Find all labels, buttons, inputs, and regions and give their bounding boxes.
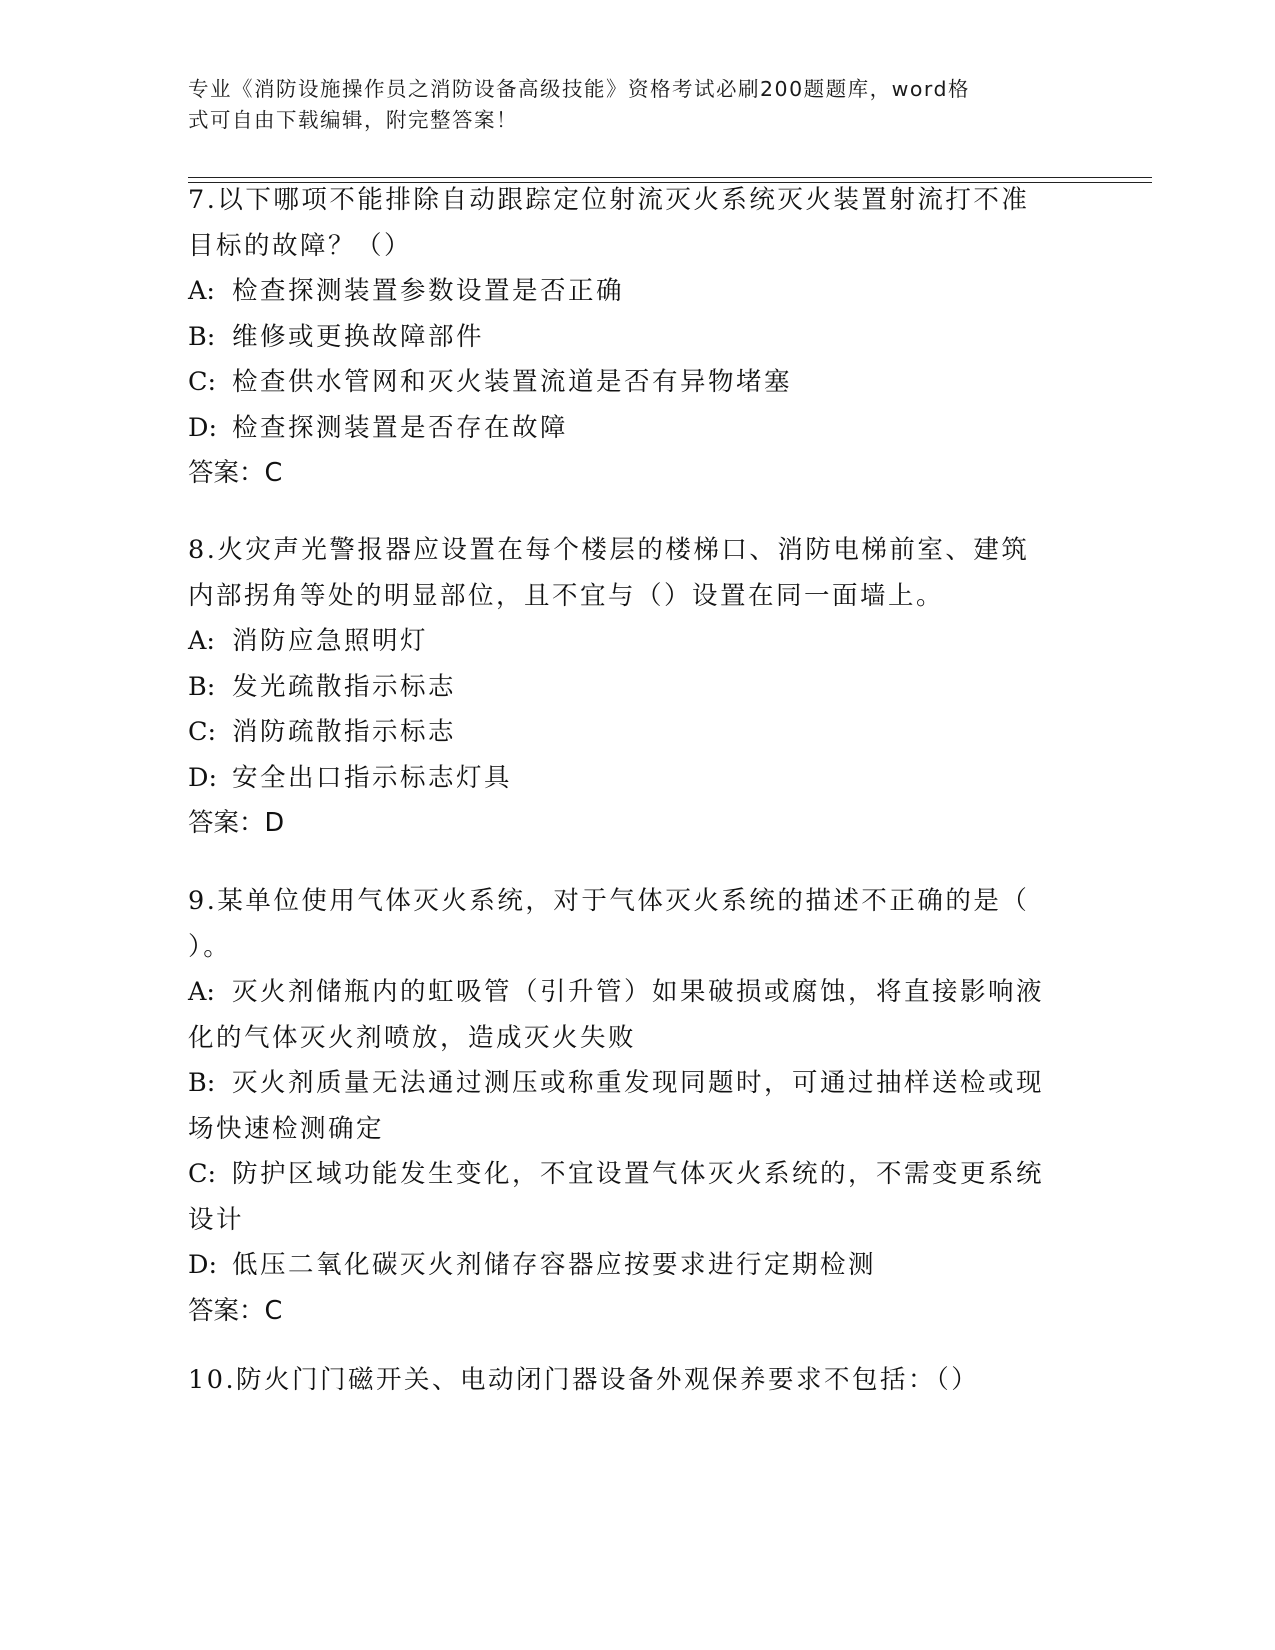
option-d — [188, 756, 1088, 802]
question-text-line: 10.防火门门磁开关、电动闭门器设备外观保养要求不包括：（） — [188, 1365, 980, 1395]
option-text: 消防疏散指示标志 — [232, 717, 457, 747]
option-text: 灭火剂质量无法通过测压或称重发现同题时，可通过抽样送检或现 — [232, 1068, 1045, 1098]
option-d — [188, 406, 1088, 452]
question-text-line: 内部拐角等处的明显部位，且不宜与（）设置在同一面墙上。 — [188, 580, 945, 611]
answer: 答案：C — [188, 1295, 283, 1326]
question-9 — [188, 879, 1088, 1334]
option-label: C: — [188, 717, 217, 747]
question-8 — [188, 528, 1088, 847]
option-label: D: — [188, 412, 218, 443]
option-text: 消防应急照明灯 — [232, 626, 429, 656]
option-c-continued: 设计 — [188, 1204, 245, 1235]
option-text: 维修或更换故障部件 — [232, 321, 485, 352]
option-text: 防护区域功能发生变化，不宜设置气体灭火系统的，不需变更系统 — [232, 1159, 1045, 1189]
option-text: 发光疏散指示标志 — [232, 671, 457, 702]
option-label: A: — [188, 276, 216, 306]
option-b — [188, 1061, 1088, 1107]
option-label: A: — [188, 626, 216, 656]
option-text: 灭火剂储瓶内的虹吸管（引升管）如果破损或腐蚀，将直接影响液 — [232, 977, 1045, 1007]
question-text-line: ）。 — [188, 931, 232, 962]
option-text: 安全出口指示标志灯具 — [232, 762, 513, 793]
answer: 答案：C — [188, 458, 283, 488]
option-label: B: — [188, 1068, 216, 1098]
option-c — [188, 1152, 1088, 1198]
option-label: D: — [188, 1250, 218, 1280]
answer: 答案：D — [188, 808, 285, 838]
option-c — [188, 360, 1088, 406]
header-line-2: 式可自由下载编辑，附完整答案！ — [188, 108, 518, 132]
option-label: C: — [188, 1159, 217, 1189]
option-b-continued: 场快速检测确定 — [188, 1113, 385, 1144]
option-a — [188, 619, 1088, 665]
option-label: A: — [188, 977, 216, 1007]
question-text-line: 7.以下哪项不能排除自动跟踪定位射流灭火系统灭火装置射流打不准 — [188, 185, 1030, 215]
header-line-1: 专业《消防设施操作员之消防设备高级技能》资格考试必刷200题题库，word格 — [188, 77, 971, 101]
option-c — [188, 710, 1088, 756]
option-b — [188, 315, 1088, 361]
question-text-line: 目标的故障？（） — [188, 230, 413, 261]
question-text-line: 8.火灾声光警报器应设置在每个楼层的楼梯口、消防电梯前室、建筑 — [188, 535, 1030, 565]
option-a — [188, 269, 1088, 315]
document-header — [188, 74, 1068, 136]
question-7 — [188, 178, 1088, 497]
option-b — [188, 665, 1088, 711]
option-text: 检查探测装置是否存在故障 — [232, 412, 569, 443]
option-label: D: — [188, 762, 218, 793]
option-a — [188, 970, 1088, 1016]
question-text-line: 9.某单位使用气体灭火系统，对于气体灭火系统的描述不正确的是（ — [188, 886, 1030, 916]
option-text: 检查供水管网和灭火装置流道是否有异物堵塞 — [232, 367, 793, 397]
option-text: 低压二氧化碳灭火剂储存容器应按要求进行定期检测 — [232, 1250, 877, 1280]
option-label: C: — [188, 367, 217, 397]
option-a-continued: 化的气体灭火剂喷放，造成灭火失败 — [188, 1022, 637, 1053]
option-text: 检查探测装置参数设置是否正确 — [232, 276, 625, 306]
option-label: B: — [188, 671, 216, 702]
option-label: B: — [188, 321, 216, 352]
option-d — [188, 1243, 1088, 1289]
question-10 — [188, 1358, 1088, 1404]
